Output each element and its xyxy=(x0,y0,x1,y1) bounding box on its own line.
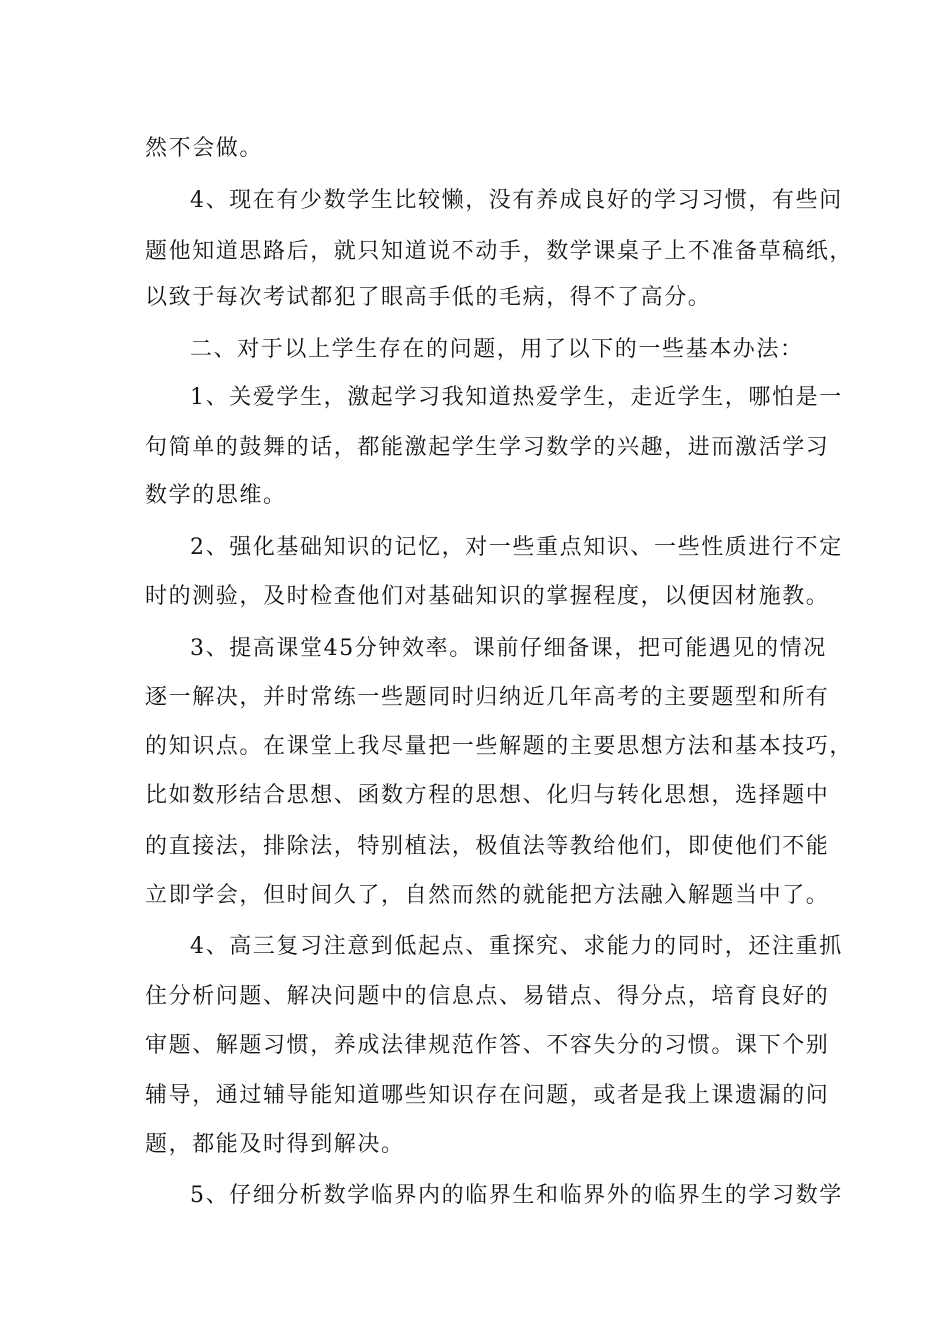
text-line: 辅导，通过辅导能知道哪些知识存在问题，或者是我上课遗漏的问 xyxy=(145,1083,830,1108)
text-line: 3、提高课堂45分钟效率。课前仔细备课，把可能遇见的情况 xyxy=(190,636,827,661)
text-line: 2、强化基础知识的记忆，对一些重点知识、一些性质进行不定 xyxy=(190,535,843,560)
text-line: 二、对于以上学生存在的问题，用了以下的一些基本办法： xyxy=(190,337,804,362)
text-line: 数学的思维。 xyxy=(145,483,287,508)
text-line: 的知识点。在课堂上我尽量把一些解题的主要思想方法和基本技巧， xyxy=(145,734,854,759)
text-line: 以致于每次考试都犯了眼高手低的毛病，得不了高分。 xyxy=(145,285,712,310)
text-line: 住分析问题、解决问题中的信息点、易错点、得分点，培育良好的 xyxy=(145,984,830,1009)
text-line: 比如数形结合思想、函数方程的思想、化归与转化思想，选择题中 xyxy=(145,783,830,808)
text-line: 题，都能及时得到解决。 xyxy=(145,1132,405,1157)
text-line: 5、仔细分析数学临界内的临界生和临界外的临界生的学习数学 xyxy=(190,1183,843,1208)
text-line: 然不会做。 xyxy=(145,136,264,161)
text-line: 4、高三复习注意到低起点、重探究、求能力的同时，还注重抓 xyxy=(190,934,843,959)
text-line: 句简单的鼓舞的话，都能激起学生学习数学的兴趣，进而激活学习 xyxy=(145,435,830,460)
text-line: 时的测验，及时检查他们对基础知识的掌握程度，以便因材施教。 xyxy=(145,584,830,609)
text-line: 立即学会，但时间久了，自然而然的就能把方法融入解题当中了。 xyxy=(145,883,830,908)
text-line: 题他知道思路后，就只知道说不动手，数学课桌子上不准备草稿纸， xyxy=(145,239,854,264)
text-line: 逐一解决，并时常练一些题同时归纳近几年高考的主要题型和所有 xyxy=(145,685,830,710)
text-line: 4、现在有少数学生比较懒，没有养成良好的学习习惯，有些问 xyxy=(190,188,843,213)
text-line: 1、关爱学生，激起学习我知道热爱学生，走近学生，哪怕是一 xyxy=(190,385,843,410)
text-line: 的直接法，排除法，特别植法，极值法等教给他们，即使他们不能 xyxy=(145,834,830,859)
text-line: 审题、解题习惯，养成法律规范作答、不容失分的习惯。课下个别 xyxy=(145,1033,830,1058)
